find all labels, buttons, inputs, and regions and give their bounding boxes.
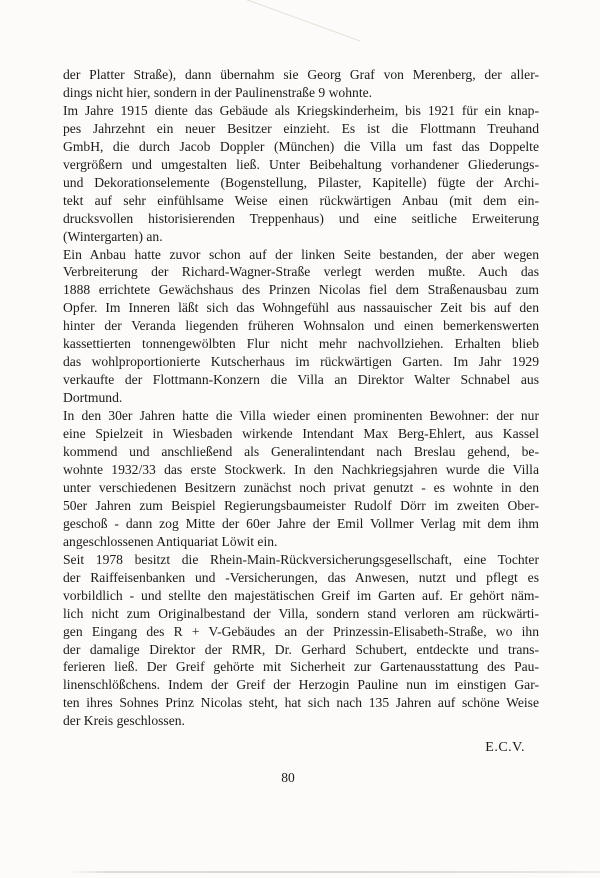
text-line: unter verschiedenen Besitzern zunächst noch privat genutzt - es wohnte in den <box>63 479 539 495</box>
text-line: Im Jahre 1915 diente das Gebäude als Kriegskinderheim, bis 1921 für ein knap- <box>63 102 539 118</box>
text-line: ten ihres Sohnes Prinz Nicolas steht, hat sich nach 135 Jahren auf schöne Weise <box>63 695 539 711</box>
text-line: 1888 errichtete Gewächshaus des Prinzen Nicolas fiel dem Straßenausbau zum <box>63 282 539 298</box>
text-line: Dortmund. <box>63 390 123 406</box>
text-line: In den 30er Jahren hatte die Villa wieder einen prominenten Bewohner: der nur <box>63 408 539 424</box>
paragraph <box>63 66 539 102</box>
text-line: angeschlossenen Antiquariat Löwit ein. <box>63 533 278 549</box>
text-line: Verbreiterung der Richard-Wagner-Straße verlegt werden mußte. Auch das <box>63 264 539 280</box>
page-number: 80 <box>281 770 295 785</box>
text-line: GmbH, die durch Jacob Doppler (München) die Villa um fast das Doppelte <box>63 138 539 154</box>
text-line: der damalige Direktor der RMR, Dr. Gerhard Schubert, entdeckte und trans- <box>63 641 539 657</box>
paragraph <box>63 551 539 731</box>
text-line: Opfer. Im Inneren läßt sich das Wohngefühl aus nassauischer Zeit bis auf den <box>63 300 539 316</box>
text-line: kommend und anschließend als Generalintendant nach Breslau gehend, be- <box>63 444 539 460</box>
text-line: Ein Anbau hatte zuvor schon auf der linken Seite bestanden, der aber wegen <box>63 246 539 262</box>
text-line: ferieren ließ. Der Greif gehörte mit Sicherheit zur Gartenausstattung des Pau- <box>63 659 539 675</box>
text-line: das wohlproportionierte Kutscherhaus im rückwärtigen Garten. Im Jahr 1929 <box>63 354 539 370</box>
text-line: wohnte 1932/33 das erste Stockwerk. In den Nachkriegsjahren wurde die Villa <box>63 461 539 477</box>
text-line: 50er Jahren zum Beispiel Regierungsbaumeister Rudolf Dörr im zweiten Ober- <box>63 497 539 513</box>
text-line: der Kreis geschlossen. <box>63 713 185 729</box>
text-line: dings nicht hier, sondern in der Paulinenstraße 9 wohnte. <box>63 84 373 100</box>
text-line: der Platter Straße), dann übernahm sie Georg Graf von Merenberg, der aller- <box>63 67 539 82</box>
text-line: kassettierten tonnengewölbten Flur nicht mehr nachvollziehen. Erhalten blieb <box>63 336 539 352</box>
paragraph <box>63 102 539 246</box>
text-line: drucksvollen historisierenden Treppenhaus) und eine seitliche Erweiterung <box>63 210 539 226</box>
paragraph <box>63 246 539 408</box>
text-line: und Dekorationselemente (Bogenstellung, Pilaster, Kapitelle) fügte der Archi- <box>63 174 539 190</box>
text-line: eine Spielzeit in Wiesbaden wirkende Intendant Max Berg-Ehlert, aus Kassel <box>63 426 539 442</box>
text-line: vergrößern und umgestalten ließ. Unter Beibehaltung vorhandener Gliederungs- <box>63 156 539 172</box>
author-initials: E.C.V. <box>485 740 525 755</box>
text-line: (Wintergarten) an. <box>63 228 163 244</box>
text-line: pes Jahrzehnt ein neuer Besitzer einzieht. Es ist die Flottmann Treuhand <box>63 120 539 136</box>
paragraph <box>63 407 539 551</box>
text-line: Seit 1978 besitzt die Rhein-Main-Rückversicherungsgesellschaft, eine Tochter <box>63 551 539 567</box>
text-line: hinter der Veranda liegenden früheren Wohnsalon und einen bemerkenswerten <box>63 318 539 334</box>
text-line: geschoß - dann zog Mitte der 60er Jahre der Emil Vollmer Verlag mit dem ihm <box>63 515 539 531</box>
text-line: verkaufte der Flottmann-Konzern die Villa an Direktor Walter Schnabel aus <box>63 372 539 388</box>
text-line: linenschlößchens. Indem der Greif der Herzogin Pauline nun im einstigen Gar- <box>63 677 539 693</box>
text-line: lich nicht zum Originalbestand der Villa, sondern stand verloren am rückwärti- <box>63 605 539 621</box>
body-text-block <box>63 66 539 730</box>
scan-scratch-artifact <box>238 0 361 41</box>
scan-edge-shadow <box>66 871 600 873</box>
text-line: tekt auf sehr einfühlsame Weise einen rückwärtigen Anbau (mit dem ein- <box>63 192 539 208</box>
text-line: gen Eingang des R + V-Gebäudes an der Prinzessin-Elisabeth-Straße, wo ihn <box>63 623 539 639</box>
text-line: der Raiffeisenbanken und -Versicherungen, das Anwesen, nutzt und pflegt es <box>63 569 539 585</box>
text-line: vorbildlich - und stellte den majestätischen Greif im Garten auf. Er gehört näm- <box>63 587 539 603</box>
